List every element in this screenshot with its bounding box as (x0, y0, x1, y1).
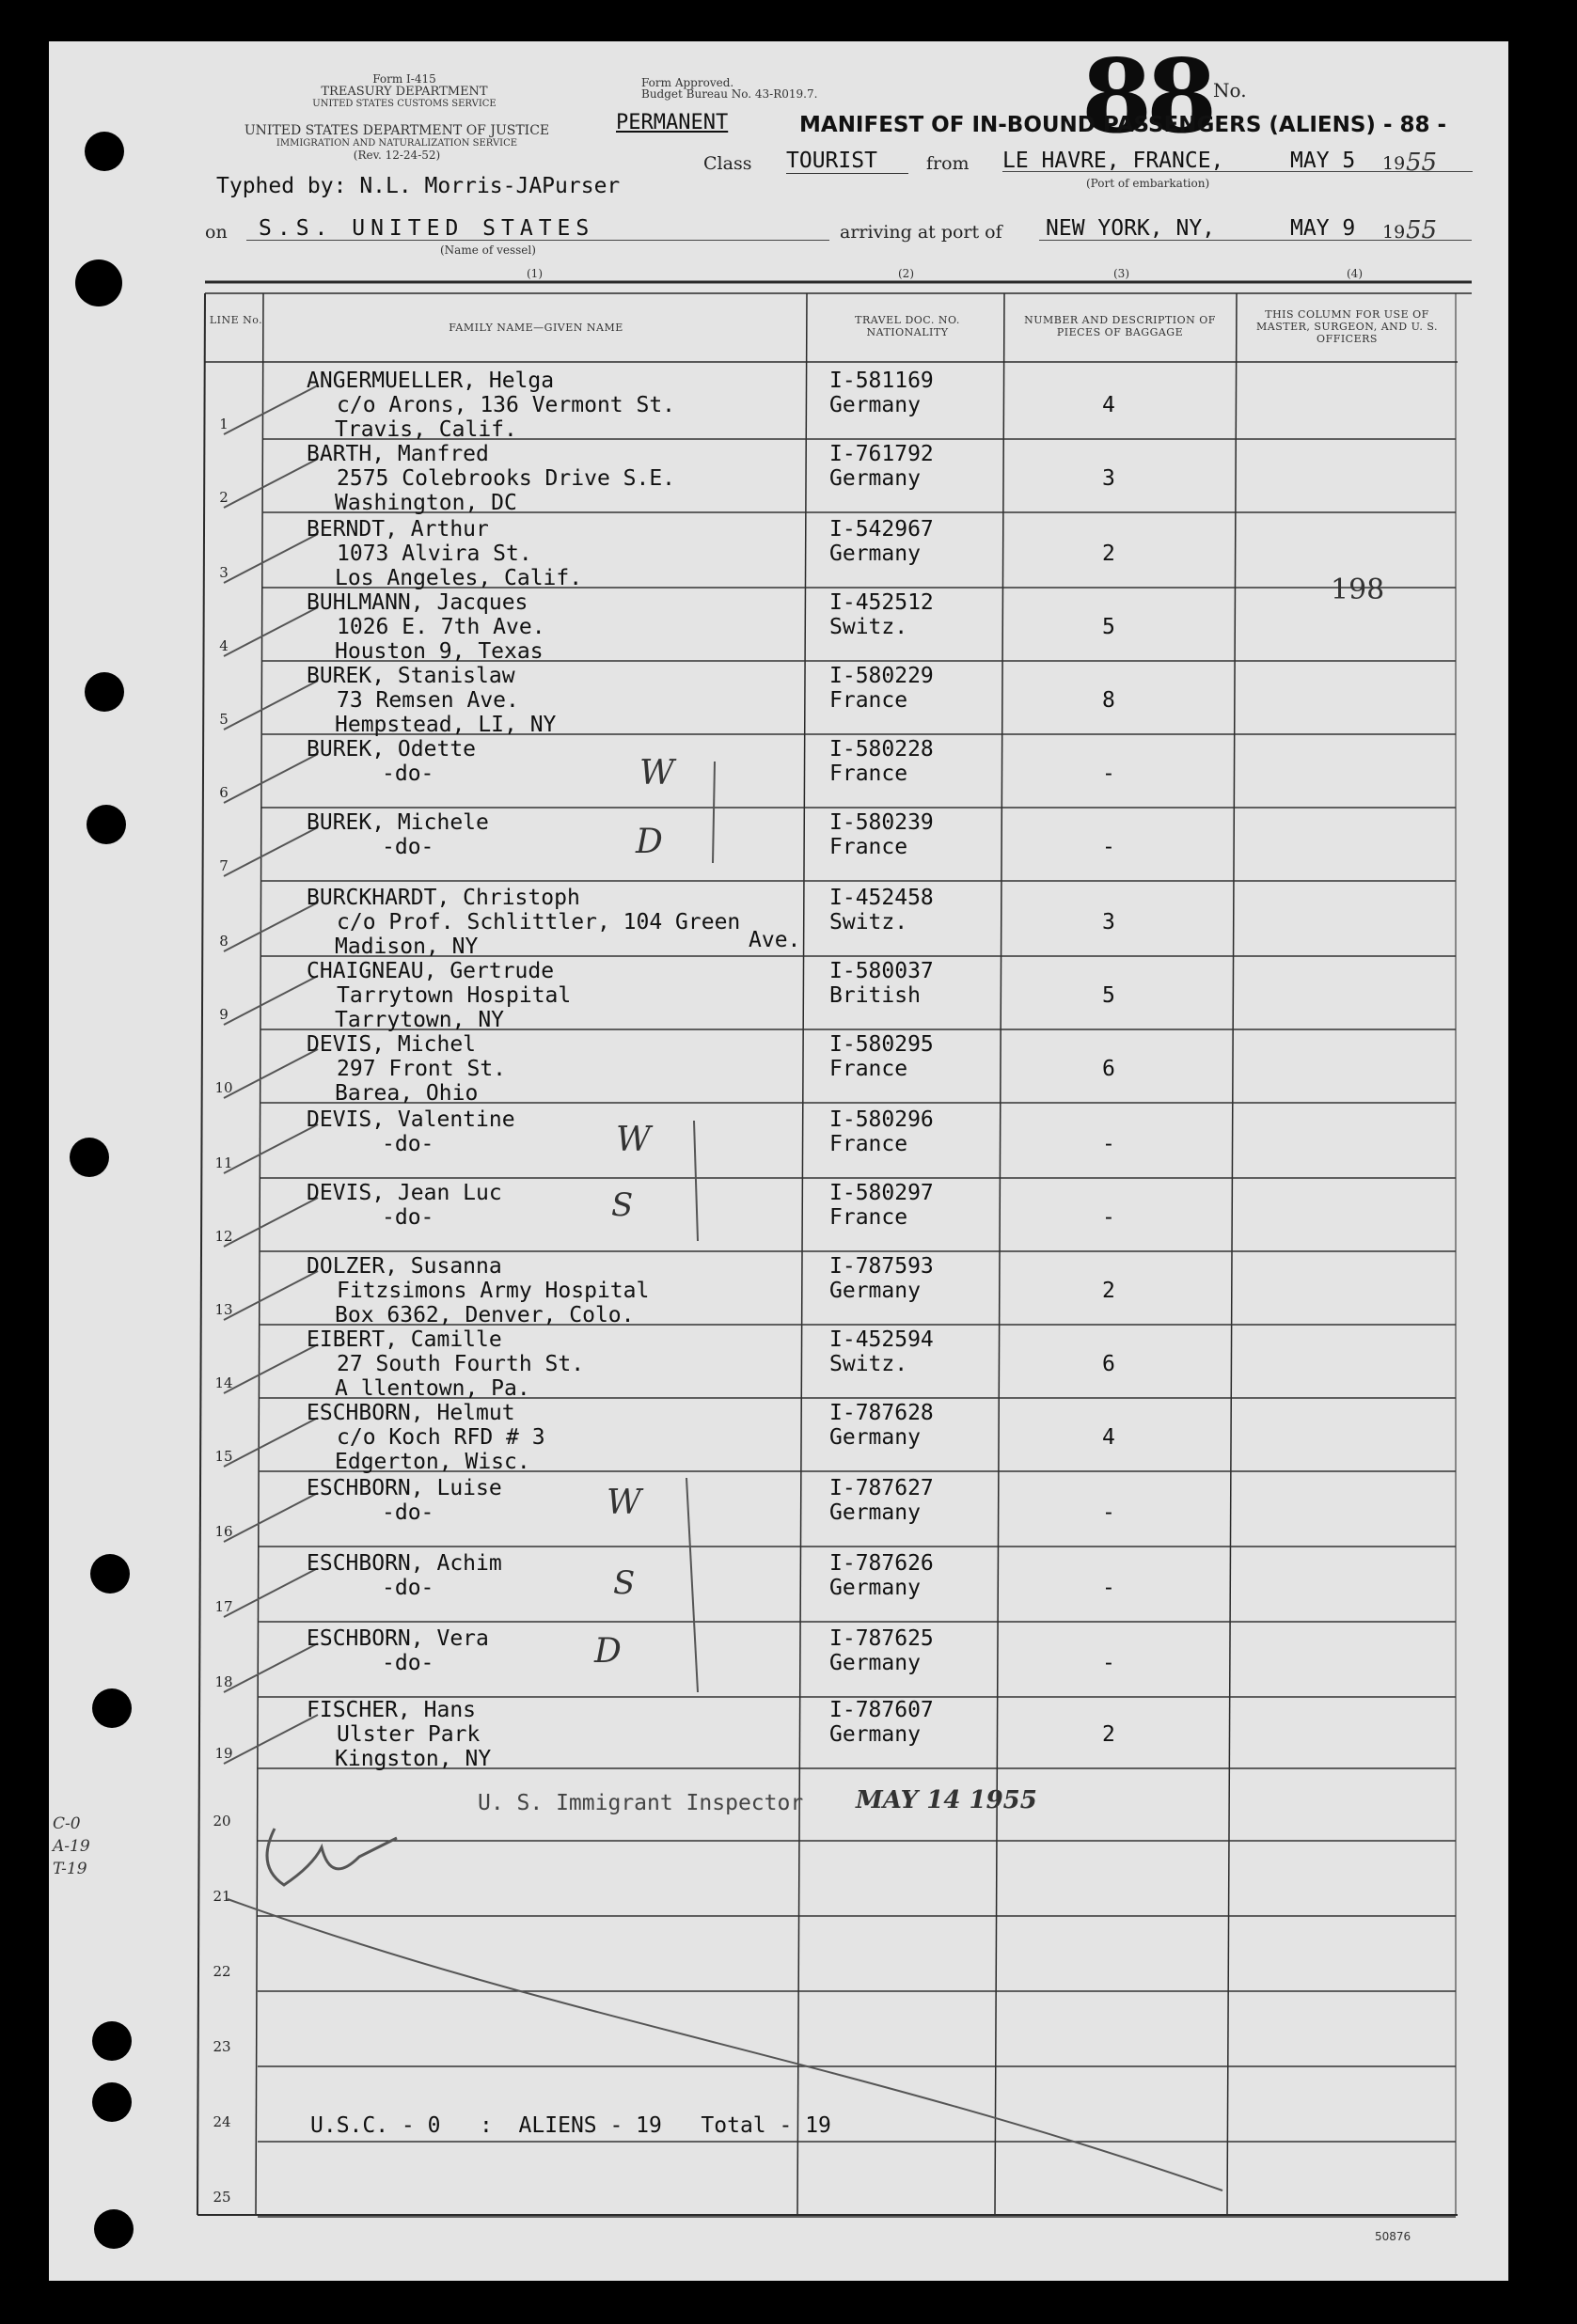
line-number: 6 (219, 784, 229, 801)
embark-year-prefix: 19 (1382, 153, 1406, 174)
travel-doc-no: I-580229 (829, 664, 934, 688)
passenger-name: ESCHBORN, Achim (307, 1551, 502, 1576)
travel-doc-no: I-580037 (829, 959, 934, 983)
passenger-name: BUREK, Michele (307, 810, 489, 835)
nationality: Switz. (829, 910, 908, 934)
col-travel-doc: TRAVEL DOC. NO. NATIONALITY (855, 314, 960, 338)
hand-mark-s: S (613, 1564, 636, 1602)
address-line-1: -do- (382, 762, 434, 786)
col-num-3: (3) (1113, 267, 1129, 280)
address-line-2: Box 6362, Denver, Colo. (335, 1303, 635, 1327)
address-line-2: Barea, Ohio (335, 1081, 479, 1106)
travel-doc-no: I-787627 (829, 1476, 934, 1500)
line-number: 1 (219, 416, 229, 432)
arrival-year: 55 (1406, 216, 1438, 244)
nationality: Germany (829, 466, 921, 491)
margin-note-line: T-19 (53, 1860, 87, 1878)
address-line-2: Kingston, NY (335, 1747, 492, 1771)
nationality: France (829, 688, 908, 713)
permanent-label: PERMANENT (616, 111, 729, 134)
line-number: 16 (214, 1523, 233, 1540)
address-line-2: Tarrytown, NY (335, 1008, 505, 1032)
line-number: 11 (214, 1154, 233, 1171)
passenger-name: BUHLMANN, Jacques (307, 590, 528, 615)
nationality: Germany (829, 1576, 921, 1600)
passenger-name: BUREK, Stanislaw (307, 664, 515, 688)
embark-date: MAY 5 (1290, 149, 1356, 173)
address-line-1: -do- (382, 1132, 434, 1156)
travel-doc-no: I-452512 (829, 590, 934, 615)
travel-doc-no: I-787626 (829, 1551, 934, 1576)
line-number: 24 (213, 2113, 231, 2130)
address-line-2: Los Angeles, Calif. (335, 566, 583, 590)
address-line-2: Hempstead, LI, NY (335, 713, 557, 737)
nationality: Germany (829, 1722, 921, 1747)
nationality: France (829, 1057, 908, 1081)
address-line-1: 73 Remsen Ave. (337, 688, 519, 713)
address-line-2: Edgerton, Wisc. (335, 1450, 530, 1474)
from-label: from (926, 153, 970, 174)
baggage-count: 8 (1102, 688, 1115, 713)
nationality: Germany (829, 1651, 921, 1675)
arrival-date: MAY 9 (1290, 216, 1356, 241)
baggage-count: 5 (1102, 983, 1115, 1008)
line-number: 4 (219, 637, 229, 654)
travel-doc-no: I-452458 (829, 886, 934, 910)
vessel-name: S.S. UNITED STATES (259, 216, 595, 241)
arriving-label: arriving at port of (840, 222, 1002, 243)
passenger-name: ESCHBORN, Vera (307, 1626, 489, 1651)
travel-doc-no: I-761792 (829, 442, 934, 466)
rev-label: (Rev. 12-24-52) (353, 149, 441, 162)
passenger-name: BARTH, Manfred (307, 442, 489, 466)
line-number: 12 (214, 1228, 233, 1245)
class-value: TOURIST (786, 149, 908, 174)
totals-line: U.S.C. - 0 : ALIENS - 19 Total - 19 (310, 2113, 831, 2138)
line-number: 14 (214, 1374, 233, 1391)
address-line-1: -do- (382, 835, 434, 859)
baggage-count: 3 (1102, 466, 1115, 491)
margin-note-line: C-0 (53, 1814, 81, 1833)
travel-doc-no: I-787625 (829, 1626, 934, 1651)
officer-note: 198 (1331, 573, 1385, 606)
col-num-2: (2) (898, 267, 914, 280)
address-line-1: 2575 Colebrooks Drive S.E. (337, 466, 676, 491)
travel-doc-no: I-580228 (829, 737, 934, 762)
nationality: France (829, 762, 908, 786)
baggage-count: 2 (1102, 542, 1115, 566)
baggage-count: 6 (1102, 1352, 1115, 1376)
nationality: Switz. (829, 615, 908, 639)
inspector-label: U. S. Immigrant Inspector (478, 1791, 804, 1815)
budget-label: Budget Bureau No. 43-R019.7. (641, 87, 818, 101)
nationality: Germany (829, 1279, 921, 1303)
hand-mark-w: W (607, 1484, 642, 1522)
inspector-date: MAY 14 1955 (856, 1786, 1037, 1814)
embark-port: LE HAVRE, FRANCE, (1002, 149, 1224, 173)
hand-mark-d: D (594, 1632, 622, 1671)
address-line-1: c/o Prof. Schlittler, 104 Green (337, 910, 741, 934)
line-number: 9 (219, 1006, 229, 1023)
address-line-2: A llentown, Pa. (335, 1376, 530, 1401)
address-line-1: 27 South Fourth St. (337, 1352, 585, 1376)
address-line-1: 1026 E. 7th Ave. (337, 615, 545, 639)
baggage-count: 6 (1102, 1057, 1115, 1081)
passenger-name: BURCKHARDT, Christoph (307, 886, 580, 910)
address-line-1: Tarrytown Hospital (337, 983, 572, 1008)
passenger-name: BUREK, Odette (307, 737, 477, 762)
address-line-1: Ulster Park (337, 1722, 481, 1747)
col-name: FAMILY NAME—GIVEN NAME (449, 322, 623, 334)
address-line-2: Travis, Calif. (335, 417, 517, 442)
travel-doc-no: I-580239 (829, 810, 934, 835)
hand-mark-s: S (611, 1186, 634, 1224)
margin-note (53, 1813, 90, 1880)
nationality: Switz. (829, 1352, 908, 1376)
address-line-1: -do- (382, 1205, 434, 1230)
baggage-count: 3 (1102, 910, 1115, 934)
baggage-count: 4 (1102, 1425, 1115, 1450)
passenger-name: EIBERT, Camille (307, 1327, 502, 1352)
line-number: 20 (213, 1813, 231, 1829)
nationality: Germany (829, 393, 921, 417)
travel-doc-no: I-580296 (829, 1107, 934, 1132)
col-num-4: (4) (1347, 267, 1363, 280)
baggage-count: 5 (1102, 615, 1115, 639)
travel-doc-no: I-542967 (829, 517, 934, 542)
passenger-name: FISCHER, Hans (307, 1698, 477, 1722)
passenger-name: DEVIS, Valentine (307, 1107, 515, 1132)
address-line-2: Houston 9, Texas (335, 639, 544, 664)
baggage-count: - (1102, 1500, 1115, 1525)
col-baggage: NUMBER AND DESCRIPTION OF PIECES OF BAGGAGE (1024, 314, 1216, 338)
line-number: 21 (213, 1888, 231, 1905)
justice-label: UNITED STATES DEPARTMENT OF JUSTICE (244, 123, 550, 138)
nationality: Germany (829, 542, 921, 566)
approved-label: Form Approved. (641, 76, 734, 89)
vessel-caption: (Name of vessel) (440, 243, 536, 257)
line-number: 13 (214, 1301, 233, 1318)
baggage-count: 2 (1102, 1722, 1115, 1747)
line-number: 8 (219, 933, 229, 950)
line-number: 22 (213, 1963, 231, 1980)
address-line-1: c/o Arons, 136 Vermont St. (337, 393, 676, 417)
line-number: 10 (214, 1079, 233, 1096)
line-number: 23 (213, 2038, 231, 2055)
arrival-port: NEW YORK, NY, (1046, 216, 1216, 241)
embark-year: 55 (1406, 149, 1438, 177)
passenger-name: ESCHBORN, Helmut (307, 1401, 515, 1425)
col-line-no: LINE No. (209, 314, 263, 326)
baggage-count: - (1102, 835, 1115, 859)
ins-label: IMMIGRATION AND NATURALIZATION SERVICE (276, 138, 518, 149)
address-line-1: c/o Koch RFD # 3 (337, 1425, 545, 1450)
nationality: Germany (829, 1425, 921, 1450)
line-number: 3 (219, 564, 229, 581)
line-number: 15 (214, 1448, 233, 1465)
hand-mark-d: D (636, 823, 663, 861)
address-line-1: 1073 Alvira St. (337, 542, 532, 566)
address-line-1: -do- (382, 1500, 434, 1525)
line-number: 18 (214, 1673, 233, 1690)
address-line-2: Madison, NY (335, 934, 479, 959)
nationality: France (829, 1132, 908, 1156)
arrival-year-prefix: 19 (1382, 222, 1406, 243)
line-number: 7 (219, 857, 229, 874)
travel-doc-no: I-787628 (829, 1401, 934, 1425)
baggage-count: - (1102, 1205, 1115, 1230)
address-line-2: Washington, DC (335, 491, 517, 515)
address-line-1: Fitzsimons Army Hospital (337, 1279, 650, 1303)
line-number: 17 (214, 1598, 233, 1615)
nationality: Germany (829, 1500, 921, 1525)
on-label: on (205, 222, 228, 243)
baggage-count: - (1102, 762, 1115, 786)
line-number: 25 (213, 2189, 231, 2206)
typed-by: Typhed by: N.L. Morris-JAPurser (216, 174, 621, 198)
margin-note-line: A-19 (53, 1837, 90, 1856)
address-extra: Ave. (749, 928, 801, 952)
passenger-name: ANGERMUELLER, Helga (307, 369, 555, 393)
baggage-count: - (1102, 1132, 1115, 1156)
address-line-1: -do- (382, 1576, 434, 1600)
col-num-1: (1) (527, 267, 543, 280)
form-number: Form I-415 (372, 72, 436, 86)
list-number-stamp: 88 (1081, 38, 1212, 156)
travel-doc-no: I-452594 (829, 1327, 934, 1352)
address-line-1: -do- (382, 1651, 434, 1675)
passenger-name: DOLZER, Susanna (307, 1254, 502, 1279)
nationality: France (829, 1205, 908, 1230)
list-no-label: No. (1213, 79, 1247, 102)
passenger-name: DEVIS, Michel (307, 1032, 477, 1057)
manifest-title: MANIFEST OF IN-BOUND PASSENGERS (ALIENS) - 88 - (799, 113, 1447, 137)
travel-doc-no: I-787607 (829, 1698, 934, 1722)
passenger-name: BERNDT, Arthur (307, 517, 489, 542)
customs-label: UNITED STATES CUSTOMS SERVICE (312, 99, 497, 109)
baggage-count: 4 (1102, 393, 1115, 417)
nationality: British (829, 983, 921, 1008)
col-officers: THIS COLUMN FOR USE OF MASTER, SURGEON, AND U. S. OFFICERS (1255, 308, 1438, 345)
treasury-label: TREASURY DEPARTMENT (321, 85, 488, 99)
line-number: 2 (219, 489, 229, 506)
class-label: Class (703, 153, 752, 174)
line-number: 5 (219, 711, 229, 728)
hand-mark-w: W (616, 1121, 652, 1159)
line-number: 19 (214, 1745, 233, 1762)
travel-doc-no: I-580295 (829, 1032, 934, 1057)
nationality: France (829, 835, 908, 859)
address-line-1: 297 Front St. (337, 1057, 507, 1081)
travel-doc-no: I-580297 (829, 1181, 934, 1205)
passenger-name: ESCHBORN, Luise (307, 1476, 502, 1500)
hand-mark-w: W (639, 754, 675, 793)
travel-doc-no: I-581169 (829, 369, 934, 393)
passenger-name: CHAIGNEAU, Gertrude (307, 959, 555, 983)
embark-caption: (Port of embarkation) (1086, 177, 1210, 190)
passenger-name: DEVIS, Jean Luc (307, 1181, 502, 1205)
baggage-count: - (1102, 1576, 1115, 1600)
baggage-count: 2 (1102, 1279, 1115, 1303)
travel-doc-no: I-787593 (829, 1254, 934, 1279)
footer-code: 50876 (1375, 2230, 1411, 2243)
baggage-count: - (1102, 1651, 1115, 1675)
